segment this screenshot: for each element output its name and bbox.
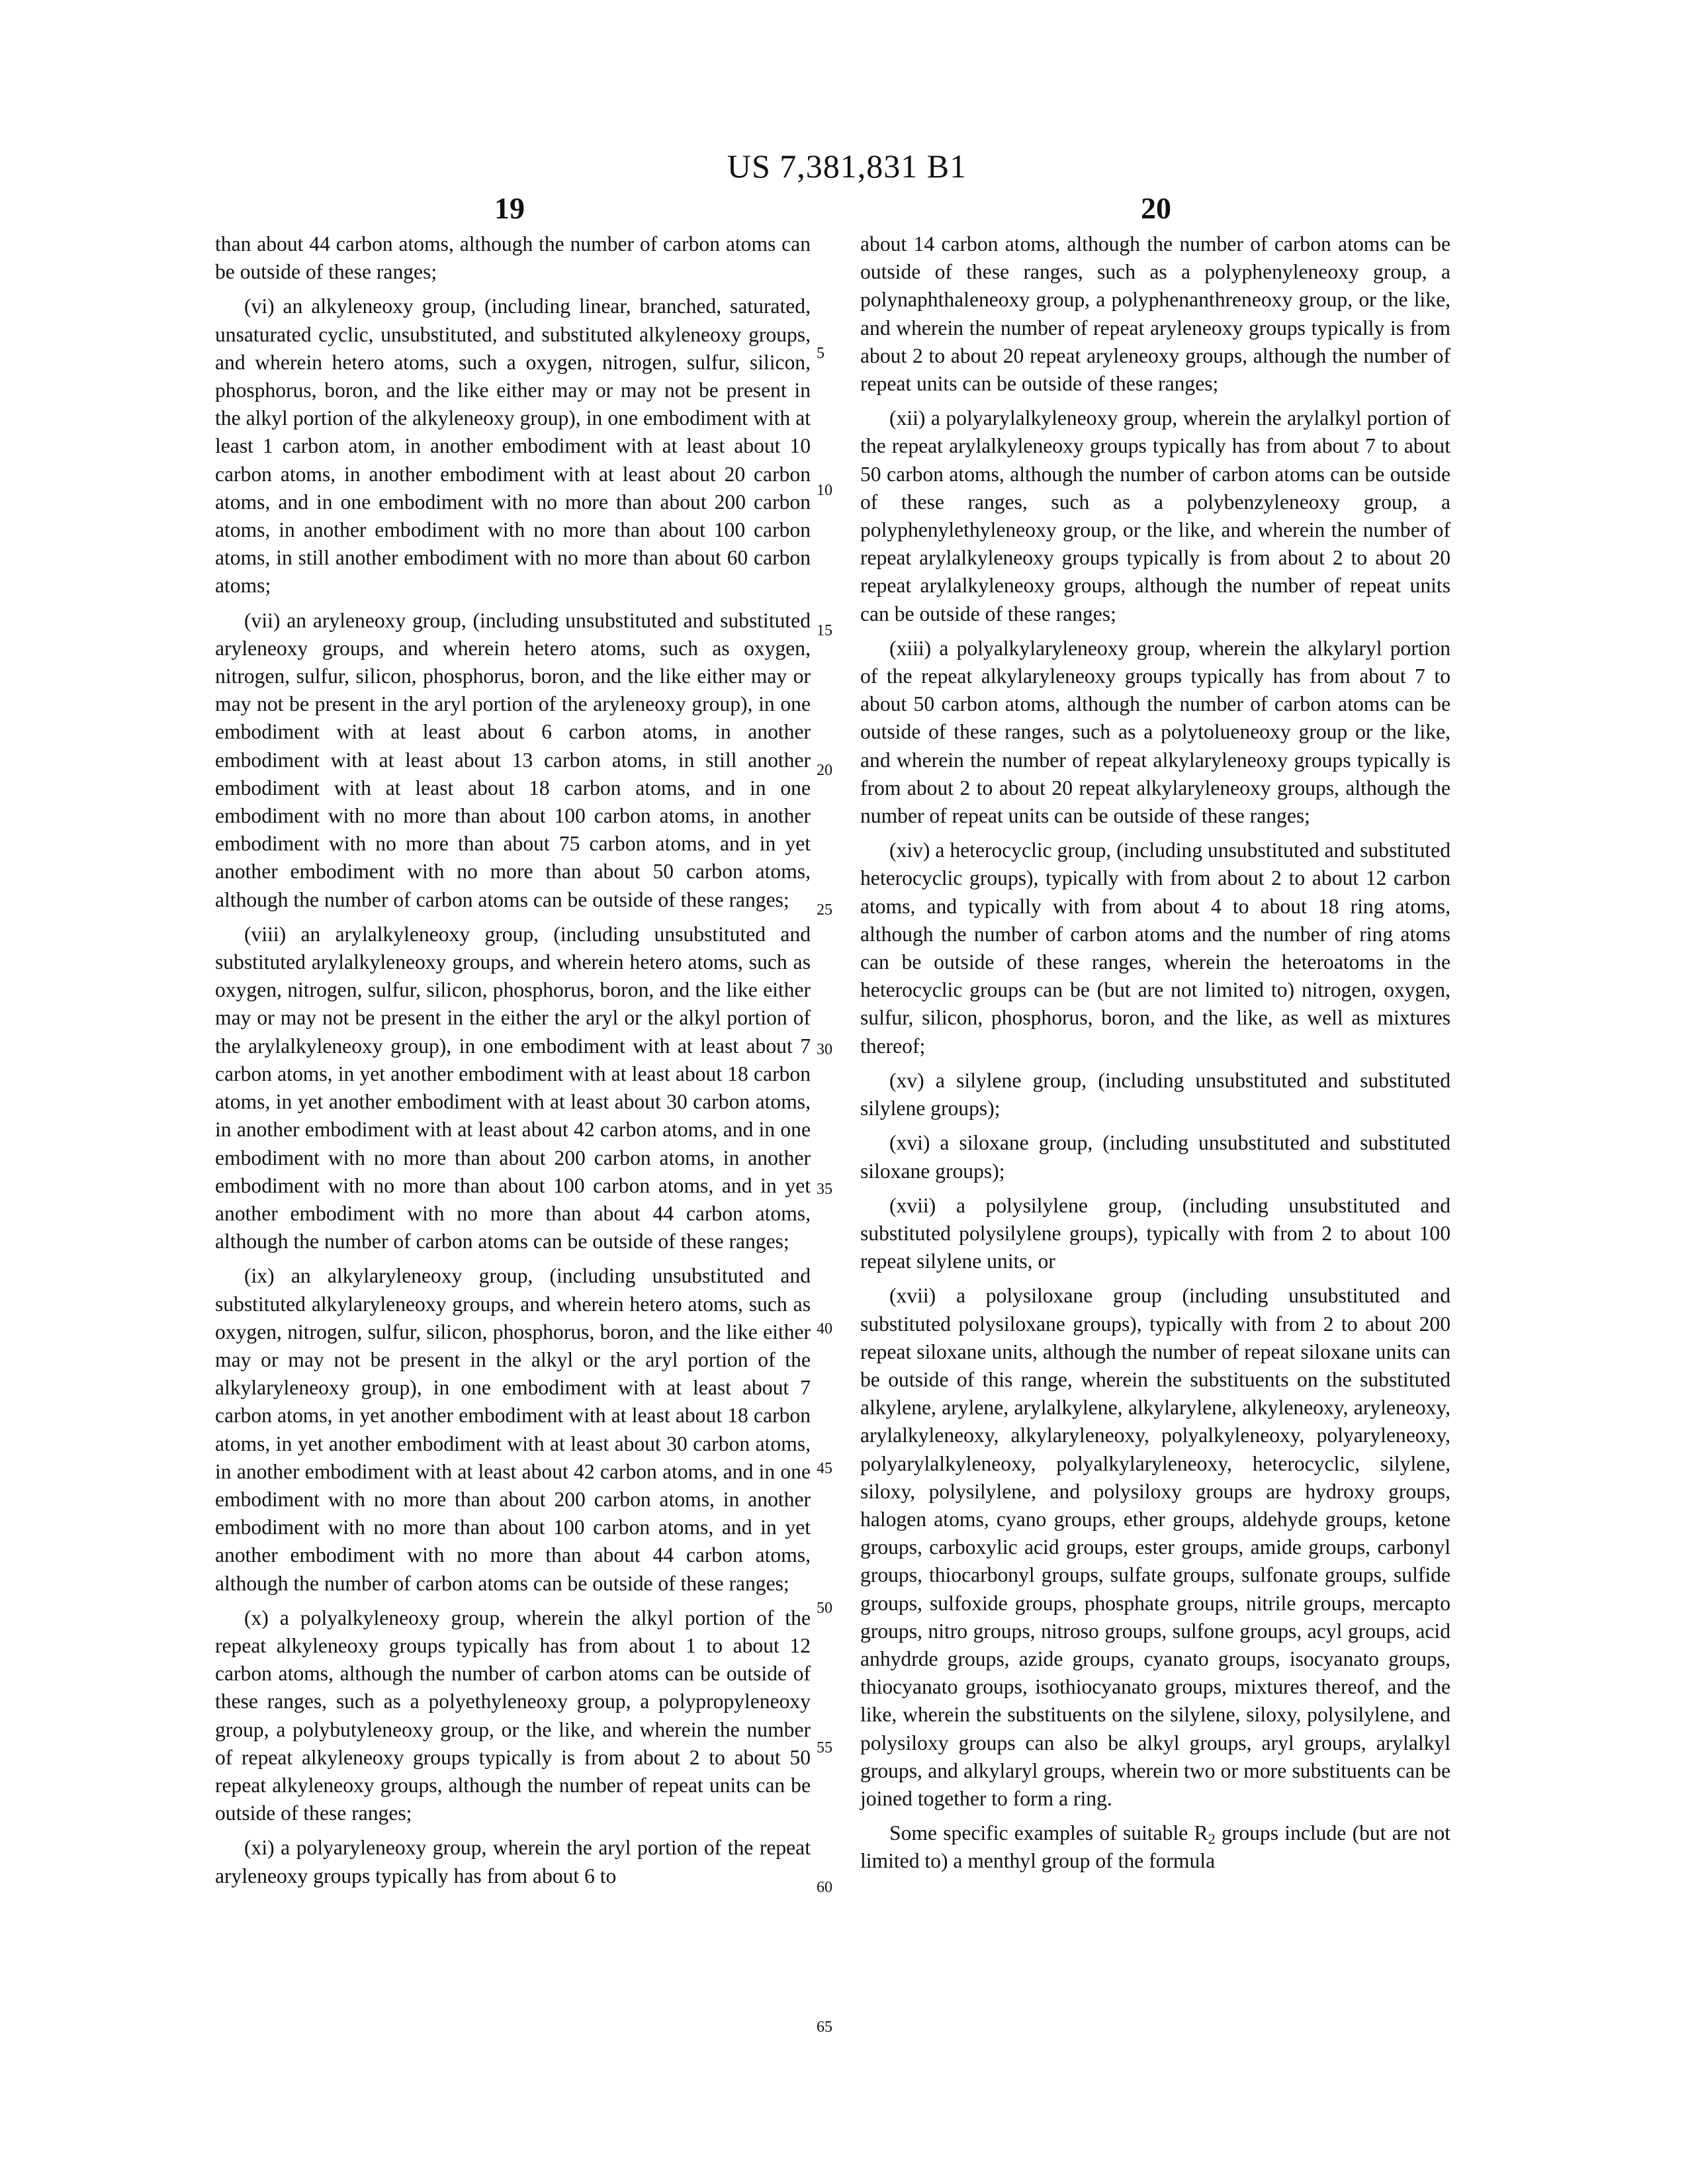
line-number: 40 — [817, 1321, 850, 1337]
line-number: 15 — [817, 623, 850, 639]
line-number: 45 — [817, 1461, 850, 1477]
paragraph-xii: (xii) a polyarylalkyleneoxy group, wherein the arylalkyl portion of the repeat arylalkyleneoxy groups typically has from about 7 to about 50 carbon atoms, although the number of carbon atoms can be outside of these ranges, such as a polybenzyleneoxy group, a polyphenylethyleneoxy group, or the like, and wherein the number of repeat arylalkyle­neoxy groups typically is from about 2 to about 20 repeat arylalkyleneoxy groups, although the number of repeat units can be outside of these ranges; — [860, 404, 1450, 628]
paragraph-xvii-b: (xvii) a polysiloxane group (including unsubstituted and substituted polysiloxane groups), typically with from 2 to about 200 repeat siloxane units, although the number of repeat siloxane units can be outside of this range, wherein the substituents on the substituted alkylene, arylene, aryla­lkylene, alkylarylene, alkyleneoxy, aryleneoxy, arylalkyle­neoxy, alkylaryleneoxy, polyalkyleneoxy, polyaryleneoxy, polyarylalkyleneoxy, polyalkylaryleneoxy, heterocyclic, silylene, siloxy, polysilylene, and polysiloxy groups are hydroxy groups, halogen atoms, cyano groups, ether groups, aldehyde groups, ketone groups, carboxylic acid groups, ester groups, amide groups, carbonyl groups, thiocarbonyl groups, sulfate groups, sulfonate groups, sulfide groups, sulfoxide groups, phosphate groups, nitrile groups, mercapto groups, nitro groups, nitroso groups, sulfone groups, acyl groups, acid anhydrde groups, azide groups, cyanato groups, isocyanato groups, thiocyanato groups, isothiocyanato groups, mixtures thereof, and the like, wherein the substitu­ents on the silylene, siloxy, polysilylene, and polysiloxy groups can also be alkyl groups, aryl groups, arylalkyl groups, and alkylaryl groups, wherein two or more substitu­ents can be joined together to form a ring. — [860, 1282, 1450, 1813]
r2-subscript: 2 — [1208, 1831, 1216, 1847]
paragraph-vi: (vi) an alkyleneoxy group, (including linear, branched, saturated, unsaturated cyclic, unsubstituted, and substituted alkyleneoxy groups, and wherein hetero atoms, such a oxygen, nitrogen, sulfur, silicon, phosphorus, boron, and the like either may or may not be present in the alkyl portion of the alkyleneoxy group), in one embodiment with at least 1 carbon atom, in another embodiment with at least about 10 carbon atoms, in another embodiment with at least about 20 carbon atoms, and in one embodiment with no more than about 200 carbon atoms, in another embodiment with no more than about 100 carbon atoms, in still another embodi­ment with no more than about 60 carbon atoms; — [215, 293, 811, 600]
r2-text-before: Some specific examples of suitable R — [889, 1821, 1208, 1844]
paragraph-xiii: (xiii) a polyalkylaryleneoxy group, wherein the alkylaryl portion of the repeat alkylaryleneoxy groups typically has from about 7 to about 50 carbon atoms, although the number of carbon atoms can be outside of these ranges, such as a polytolueneoxy group or the like, and wherein the number of repeat alkylaryleneoxy groups typically is from about 2 to about 20 repeat alkylaryleneoxy groups, although the num­ber of repeat units can be outside of these ranges; — [860, 635, 1450, 830]
left-column — [215, 230, 811, 1897]
paragraph-xiv: (xiv) a heterocyclic group, (including unsubstituted and substituted heterocyclic groups), typically with from about 2 to about 12 carbon atoms, and typically with from about 4 to about 18 ring atoms, although the number of carbon atoms and the number of ring atoms can be outside of these ranges, wherein the heteroatoms in the heterocyclic groups can be (but are not limited to) nitrogen, oxygen, sulfur, silicon, phosphorus, boron, and the like, as well as mixtures thereof; — [860, 837, 1450, 1060]
line-number: 50 — [817, 1600, 850, 1616]
paragraph-viii: (viii) an arylalkyleneoxy group, (including unsubstituted and substituted arylalkyleneoxy groups, and wherein hetero atoms, such as oxygen, nitrogen, sulfur, silicon, phosphorus, boron, and the like either may or may not be present in the either the aryl or the alkyl portion of the arylalkyleneoxy group), in one embodiment with at least about 7 carbon atoms, in yet another embodiment with at least about 18 carbon atoms, in yet another embodiment with at least about 30 carbon atoms, in another embodiment with at least about 42 carbon atoms, and in one embodiment with no more than about 200 carbon atoms, in another embodiment with no more than about 100 carbon atoms, and in yet another embodiment with no more than about 44 carbon atoms, although the number of carbon atoms can be outside of these ranges; — [215, 921, 811, 1255]
paragraph-xi: (xi) a polyaryleneoxy group, wherein the aryl portion of the repeat aryleneoxy groups typically has from about 6 to — [215, 1834, 811, 1889]
line-number: 5 — [817, 345, 850, 361]
r2-text-after: groups include (but are not limited to) a menthyl group of the formula — [860, 1821, 1450, 1872]
page-number-left: 19 — [494, 191, 525, 226]
paragraph-r2-examples — [860, 1819, 1450, 1875]
line-number: 65 — [817, 2019, 850, 2035]
paragraph-xv: (xv) a silylene group, (including unsubstituted and sub­stituted silylene groups); — [860, 1067, 1450, 1122]
line-number: 10 — [817, 482, 850, 498]
paragraph-continuation: than about 44 carbon atoms, although the number of carbon atoms can be outside of these ranges; — [215, 230, 811, 286]
line-number: 55 — [817, 1740, 850, 1756]
paragraph-ix: (ix) an alkylaryleneoxy group, (including unsubstituted and substituted alkylaryleneoxy groups, and wherein hetero atoms, such as oxygen, nitrogen, sulfur, silicon, phosphorus, boron, and the like either may or may not be present in the alkyl or the aryl portion of the alkylaryleneoxy group), in one embodiment with at least about 7 carbon atoms, in yet another embodiment with at least about 18 carbon atoms, in yet another embodiment with at least about 30 carbon atoms, in another embodiment with at least about 42 carbon atoms, and in one embodiment with no more than about 200 carbon atoms, in another embodiment with no more than about 100 carbon atoms, and in yet another embodiment with no more than about 44 carbon atoms, although the number of carbon atoms can be outside of these ranges; — [215, 1262, 811, 1597]
line-number: 25 — [817, 902, 850, 918]
line-number: 35 — [817, 1181, 850, 1197]
line-number: 30 — [817, 1042, 850, 1058]
paragraph-xvii-a: (xvii) a polysilylene group, (including unsubstituted and substituted polysilylene groups), typically with from 2 to about 100 repeat silylene units, or — [860, 1192, 1450, 1276]
line-number: 20 — [817, 762, 850, 778]
page-number-right: 20 — [1141, 191, 1171, 226]
paragraph-x: (x) a polyalkyleneoxy group, wherein the alkyl portion of the repeat alkyleneoxy groups typically has from about 1 to about 12 carbon atoms, although the number of carbon atoms can be outside of these ranges, such as a polyethyl­eneoxy group, a polypropyleneoxy group, a polybutyle­neoxy group, or the like, and wherein the number of repeat alkyleneoxy groups typically is from about 2 to about 50 repeat alkyleneoxy groups, although the number of repeat units can be outside of these ranges; — [215, 1604, 811, 1828]
paragraph-xvi: (xvi) a siloxane group, (including unsubstituted and sub­stituted siloxane groups); — [860, 1129, 1450, 1185]
patent-number: US 7,381,831 B1 — [0, 147, 1694, 185]
line-number: 60 — [817, 1880, 850, 1895]
paragraph-vii: (vii) an aryleneoxy group, (including unsubstituted and substituted aryleneoxy groups, and wherein hetero atoms, such as oxygen, nitrogen, sulfur, silicon, phosphorus, boron, and the like either may or may not be present in the aryl portion of the aryleneoxy group), in one embodiment with at least about 6 carbon atoms, in another embodiment with at least about 13 carbon atoms, in still another embodiment with at least about 18 carbon atoms, and in one embodiment with no more than about 100 carbon atoms, in another embodiment with no more than about 75 carbon atoms, and in yet another embodiment with no more than about 50 carbon atoms, although the number of carbon atoms can be outside of these ranges; — [215, 607, 811, 914]
paragraph-continuation-right: about 14 carbon atoms, although the number of carbon atoms can be outside of these ranges, such as a polyphe­nyleneoxy group, a polynaphthaleneoxy group, a polyphenanthreneoxy group, or the like, and wherein the number of repeat aryleneoxy groups typically is from about 2 to about 20 repeat aryleneoxy groups, although the number of repeat units can be outside of these ranges; — [860, 230, 1450, 398]
right-column — [860, 230, 1450, 1882]
